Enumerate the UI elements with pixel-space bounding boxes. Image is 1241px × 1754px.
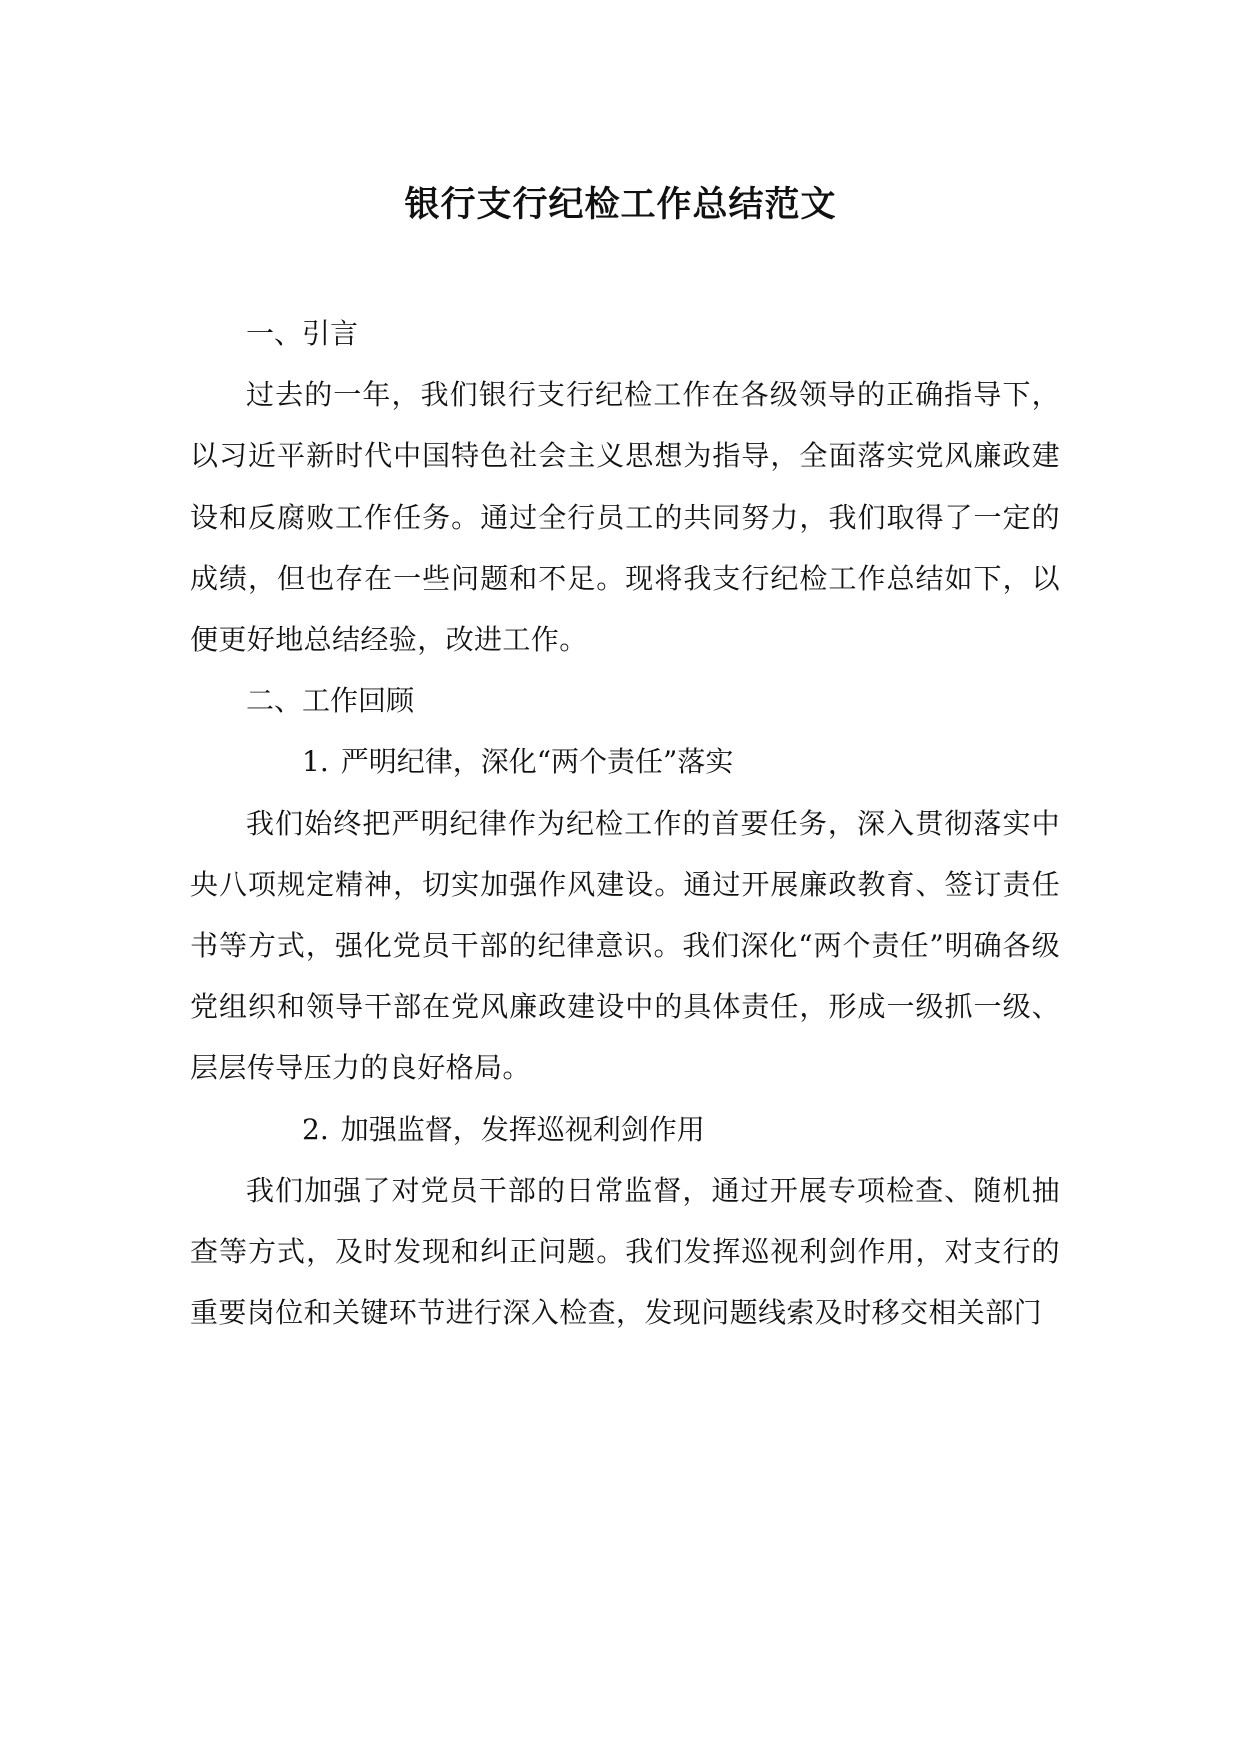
intro-paragraph: 过去的一年，我们银行支行纪检工作在各级领导的正确指导下，以习近平新时代中国特色社会主义思想为指导，全面落实党风廉政建设和反腐败工作任务。通过全行员工的共同努力，我们取得了一定的成绩，但也存在一些问题和不足。现将我支行纪检工作总结如下，以便更好地总结经验，改进工作。: [190, 378, 1060, 657]
item-1-number: 1.: [302, 745, 329, 779]
item-2-paragraph: 我们加强了对党员干部的日常监督，通过开展专项检查、随机抽查等方式，及时发现和纠正问题。我们发挥巡视利剑作用，对支行的重要岗位和关键环节进行深入检查，发现问题线索及时移交相关部门: [190, 1173, 1060, 1330]
subheading-item-1: [190, 731, 1060, 792]
item-1-heading-text: 严明纪律，深化“两个责任”落实: [340, 745, 734, 779]
section-heading-review: 二、工作回顾: [246, 684, 415, 718]
document-title: 银行支行纪检工作总结范文: [404, 184, 837, 225]
item-2-heading-text: 加强监督，发挥巡视利剑作用: [340, 1112, 705, 1146]
item-1-paragraph: 我们始终把严明纪律作为纪检工作的首要任务，深入贯彻落实中央八项规定精神，切实加强作风建设。通过开展廉政教育、签订责任书等方式，强化党员干部的纪律意识。我们深化“两个责任”明确各级党组织和领导干部在党风廉政建设中的具体责任，形成一级抓一级、层层传导压力的良好格局。: [190, 806, 1060, 1085]
section-heading-intro: 一、引言: [246, 317, 359, 350]
subheading-item-2: [190, 1099, 1060, 1160]
document-body: [190, 303, 1060, 1343]
item-2-number: 2.: [302, 1112, 329, 1146]
